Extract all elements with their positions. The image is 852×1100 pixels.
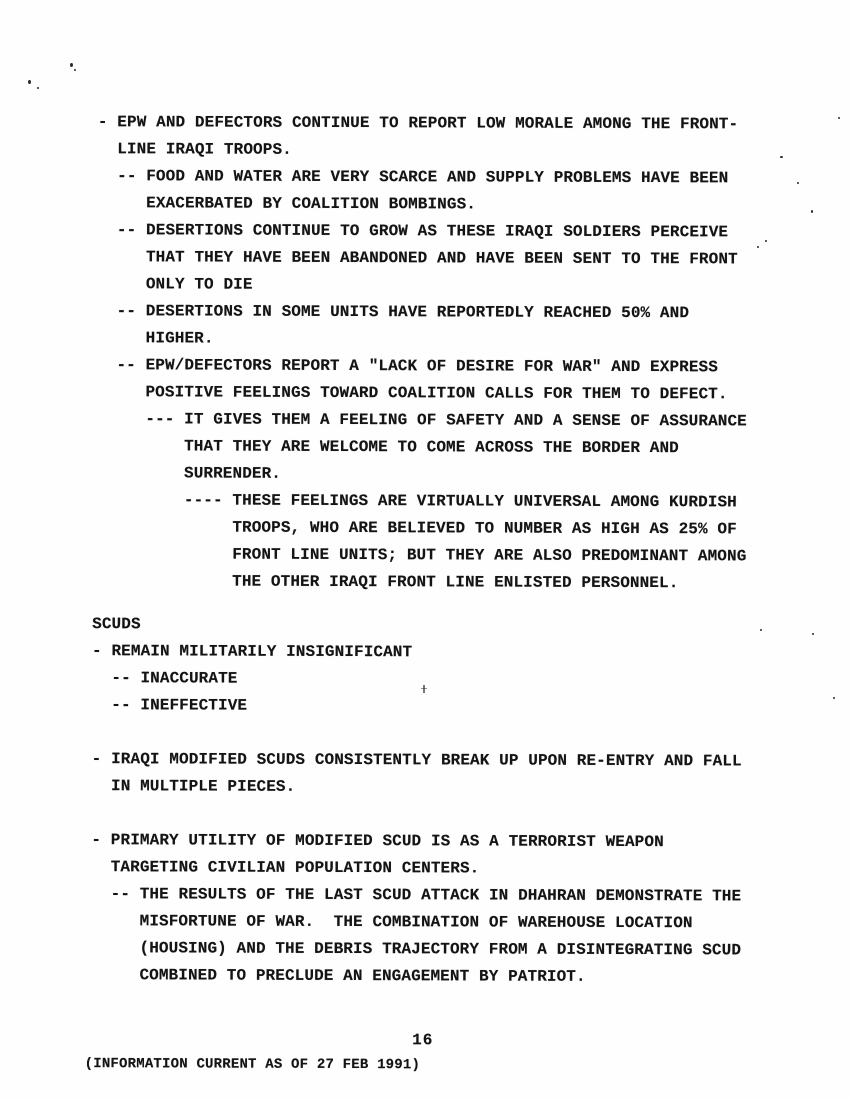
- scan-speck: [838, 117, 840, 119]
- scan-speck: [797, 182, 799, 184]
- scan-speck: [812, 633, 814, 635]
- scan-speck: [757, 246, 759, 248]
- footer-note: (INFORMATION CURRENT AS OF 27 FEB 1991): [84, 1056, 421, 1074]
- scan-speck: [37, 87, 39, 89]
- scan-speck: [28, 80, 31, 84]
- scan-speck: [765, 240, 767, 242]
- scan-mark: [421, 688, 427, 689]
- scan-speck: [833, 697, 835, 699]
- morale-bullet-section: - EPW AND DEFECTORS CONTINUE TO REPORT LOW MORALE AMONG THE FRONT- LINE IRAQI TROOPS. -- FOOD AND WATER ARE VERY SCARCE AND SUPPLY PROBLEMS HAVE BEEN EXACERBATED BY COALITION BOMBINGS. -- DESERTIONS CONTINUE TO GROW AS THESE IRAQI SOLDIERS PERCEIVE THAT THEY HAVE BEEN ABANDONED AND HAVE BEEN SENT TO THE FRONT ONLY TO DIE -- DESERTIONS IN SOME UNITS HAVE REPORTEDLY REACHED 50% AND HIGHER. -- EPW/DEFECTORS REPORT A "LACK OF DESIRE FOR WAR" AND EXPRESS POSITIVE FEELINGS TOWARD COALITION CALLS FOR THEM TO DEFECT. --- IT GIVES THEM A FEELING OF SAFETY AND A SENSE OF ASSURANCE THAT THEY ARE WELCOME TO COME ACROSS THE BORDER AND SURRENDER. ---- THESE FEELINGS ARE VIRTUALLY UNIVERSAL AMONG KURDISH TROOPS, WHO ARE BELIEVED TO NUMBER AS HIGH AS 25% OF FRONT LINE UNITS; BUT THEY ARE ALSO PREDOMINANT AMONG THE OTHER IRAQI FRONT LINE ENLISTED PERSONNEL.: [96, 113, 747, 593]
- scan-speck: [760, 629, 762, 631]
- scan-mark: [423, 685, 425, 693]
- scan-speck: [70, 63, 73, 67]
- scan-speck: [780, 156, 783, 158]
- scuds-bullet-section: SCUDS - REMAIN MILITARILY INSIGNIFICANT -- INACCURATE -- INEFFECTIVE - IRAQI MODIFIED SCUDS CONSISTENTLY BREAK UP UPON RE-ENTRY AND FALL IN MULTIPLE PIECES. - PRIMARY UTILITY OF MODIFIED SCUD IS AS A TERRORIST WEAPON TARGETING CIVILIAN POPULATION CENTERS. -- THE RESULTS OF THE LAST SCUD ATTACK IN DHAHRAN DEMONSTRATE THE MISFORTUNE OF WAR. THE COMBINATION OF WAREHOUSE LOCATION (HOUSING) AND THE DEBRIS TRAJECTORY FROM A DISINTEGRATING SCUD COMBINED TO PRECLUDE AN ENGAGEMENT BY PATRIOT.: [90, 615, 742, 986]
- scan-speck: [74, 69, 76, 71]
- scan-speck: [811, 210, 813, 213]
- page-number: 16: [412, 1031, 434, 1050]
